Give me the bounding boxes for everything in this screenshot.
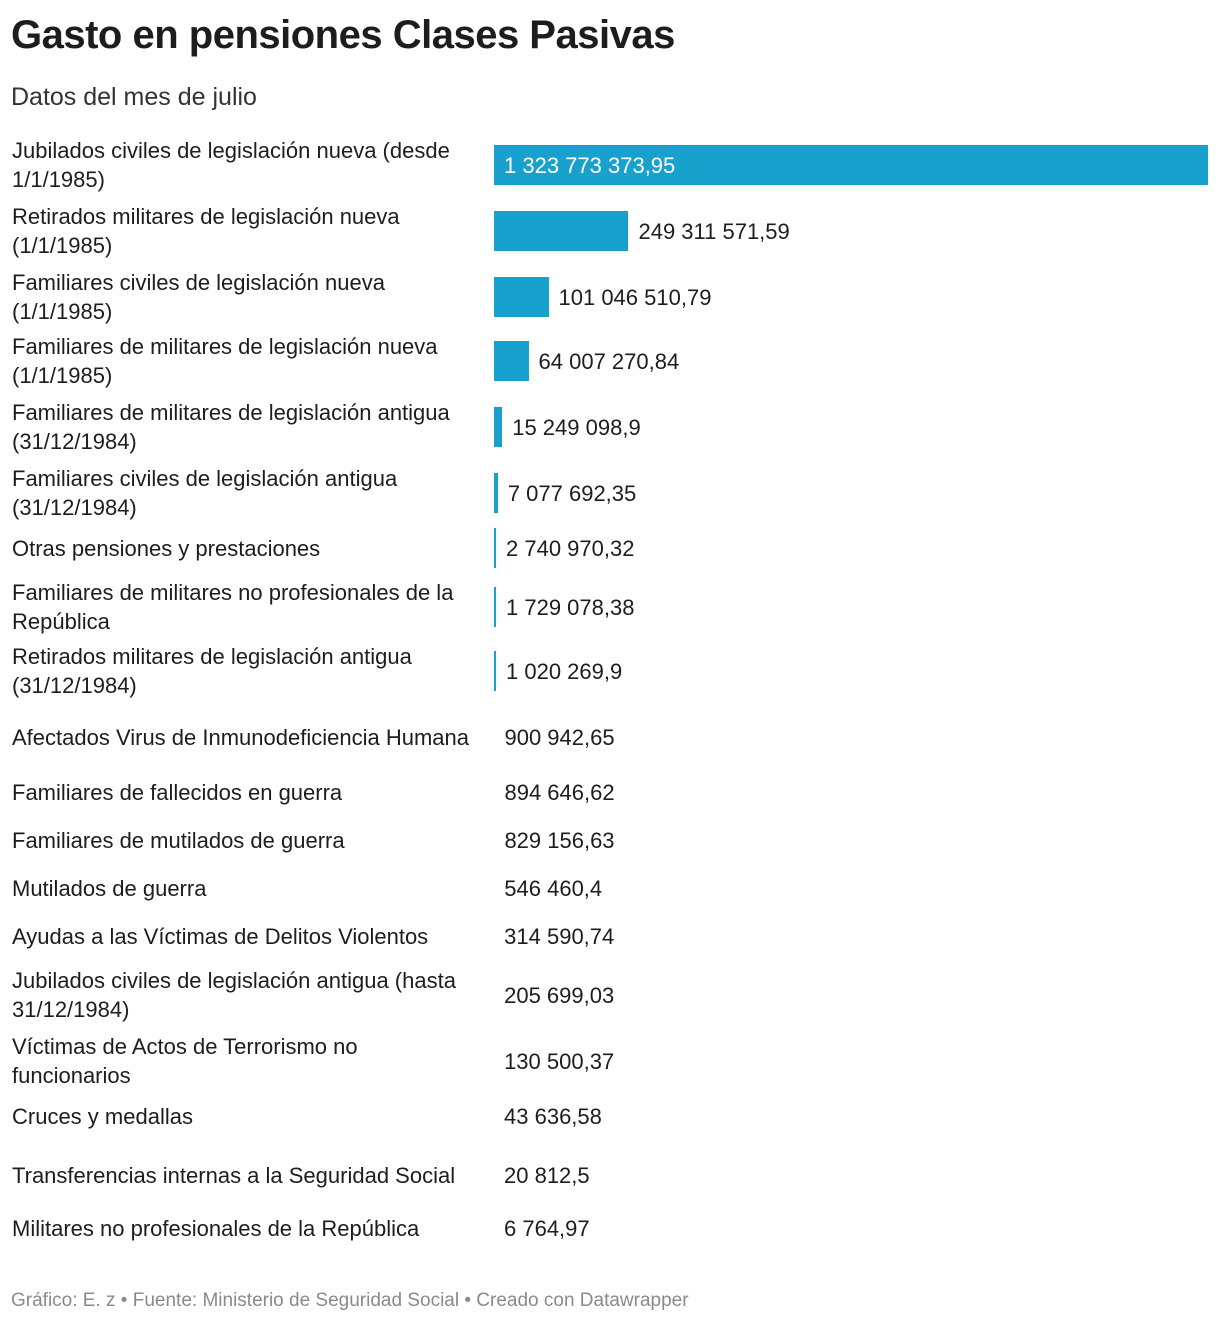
- category-label: Familiares de fallecidos en guerra: [12, 779, 343, 805]
- bar: [494, 528, 496, 568]
- bar: [494, 277, 549, 317]
- category-label: Familiares de mutilados de guerra: [12, 827, 345, 853]
- bar: [494, 651, 496, 691]
- bar: [494, 341, 529, 381]
- category-label: Familiares de militares de legislación antigua (31/12/1984): [12, 400, 450, 454]
- category-label: Mutilados de guerra: [12, 875, 207, 901]
- category-label: Militares no profesionales de la República: [12, 1215, 420, 1241]
- category-label: Transferencias internas a la Seguridad Social: [12, 1162, 456, 1188]
- bar: [494, 407, 502, 447]
- category-label: Familiares de militares no profesionales de la República: [12, 580, 454, 634]
- category-label: Afectados Virus de Inmunodeficiencia Humana: [12, 724, 469, 750]
- category-label: Víctimas de Actos de Terrorismo no funcionarios: [12, 1034, 358, 1088]
- category-label: Familiares civiles de legislación nueva (1/1/1985): [12, 270, 385, 324]
- value-label: 1 729 078,38: [506, 594, 635, 620]
- value-label: 546 460,4: [504, 875, 603, 901]
- value-label: 15 249 098,9: [512, 414, 641, 440]
- value-label: 2 740 970,32: [506, 535, 635, 561]
- value-label: 20 812,5: [504, 1162, 590, 1188]
- value-label: 6 764,97: [504, 1215, 590, 1241]
- category-label: Retirados militares de legislación antigua (31/12/1984): [12, 644, 412, 698]
- value-label: 101 046 510,79: [558, 284, 712, 310]
- bar: [494, 211, 628, 251]
- bar: [494, 473, 498, 513]
- chart-title: Gasto en pensiones Clases Pasivas: [11, 13, 675, 57]
- bar: [494, 587, 496, 627]
- chart-subtitle: Datos del mes de julio: [11, 83, 257, 111]
- category-label: Retirados militares de legislación nueva (1/1/1985): [12, 204, 400, 258]
- value-label: 314 590,74: [504, 923, 615, 949]
- category-label: Familiares de militares de legislación nueva (1/1/1985): [12, 334, 438, 388]
- value-label: 205 699,03: [504, 982, 615, 1008]
- value-label: 1 020 269,9: [506, 658, 623, 684]
- category-label: Familiares civiles de legislación antigua (31/12/1984): [12, 466, 398, 520]
- value-label: 7 077 692,35: [507, 480, 637, 506]
- value-label: 130 500,37: [504, 1048, 615, 1074]
- category-label: Cruces y medallas: [12, 1103, 193, 1129]
- value-label: 249 311 571,59: [638, 218, 790, 244]
- category-label: Jubilados civiles de legislación antigua (hasta 31/12/1984): [12, 968, 456, 1022]
- value-label: 64 007 270,84: [538, 348, 680, 374]
- value-label: 829 156,63: [504, 827, 615, 853]
- category-label: Otras pensiones y prestaciones: [12, 535, 321, 561]
- category-label: Ayudas a las Víctimas de Delitos Violentos: [12, 923, 429, 949]
- chart-footer: Gráfico: E. z • Fuente: Ministerio de Seguridad Social • Creado con Datawrapper: [11, 1290, 689, 1311]
- value-label: 894 646,62: [504, 779, 615, 805]
- category-label: Jubilados civiles de legislación nueva (desde 1/1/1985): [12, 138, 450, 192]
- value-label: 900 942,65: [504, 724, 615, 750]
- value-label: 43 636,58: [504, 1103, 602, 1129]
- value-label: 1 323 773 373,95: [504, 152, 676, 178]
